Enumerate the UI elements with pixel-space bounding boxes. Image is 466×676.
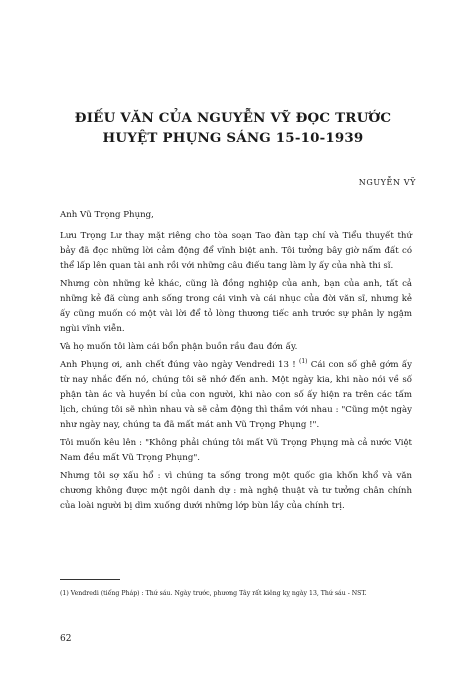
body-text xyxy=(60,208,412,517)
paragraph-4-start: Anh Phụng ơi, anh chết đúng vào ngày Vendredi 13 ! xyxy=(60,360,296,370)
author-name: NGUYỄN VỸ xyxy=(358,178,416,187)
paragraph-4-rest: Cái con số ghê gớm ấy từ nay nhắc đến nó, chúng tôi sẽ nhớ đến anh. Một ngày kia, khi nào nói về số phận tàn ác và huyền bí của con người, khi nào con số ấy hiện ra trên các tấm lịch, chúng tôi sẽ nhìn nhau và sẽ cảm động thì thầm với nhau : "Cũng một ngày như ngày nay, chúng ta đã mất mát anh Vũ Trọng Phụng !". xyxy=(60,360,412,430)
footnote-divider xyxy=(60,579,120,580)
salutation: Anh Vũ Trọng Phụng, xyxy=(60,210,154,220)
title-line-2: HUYỆT PHỤNG SÁNG 15-10-1939 xyxy=(102,130,364,146)
paragraph-4 xyxy=(60,358,412,433)
footnote-marker: (1) xyxy=(299,358,308,366)
paragraph-6: Nhưng tôi sợ xấu hổ : vì chúng ta sống trong một quốc gia khốn khổ và văn chương không được một ngôi danh dự : mà nghệ thuật và tư tưởng chân chính của loài người bị dìm xuống dưới những lớp bùn lầy của chính trị. xyxy=(60,471,412,511)
footnote: (1) Vendredi (tiếng Pháp) : Thứ sáu. Ngày trước, phương Tây rất kiêng kỵ ngày 13, Thứ sáu - NST. xyxy=(60,590,367,597)
page-number: 62 xyxy=(60,634,72,644)
paragraph-5: Tôi muốn kêu lên : "Không phải chúng tôi mất Vũ Trọng Phụng mà cả nước Việt Nam đều mất Vũ Trọng Phụng". xyxy=(60,438,412,463)
paragraph-1: Lưu Trọng Lư thay mặt riêng cho tòa soạn Tao đàn tạp chí và Tiểu thuyết thứ bảy đã đọc những lời cảm động để vĩnh biệt anh. Tôi tưởng bây giờ nấm đất có thể lấp lên quan tài anh rồi với những câu điếu tang làm ly ấy của nhà thi sĩ. xyxy=(60,231,412,271)
paragraph-3: Và họ muốn tôi làm cái bổn phận buồn rầu đau đớn ấy. xyxy=(60,342,298,352)
page-title xyxy=(40,108,426,148)
paragraph-2: Nhưng còn những kẻ khác, cũng là đồng nghiệp của anh, bạn của anh, tất cả những kẻ đã cùng anh sống trong cái vinh và cái nhục của đời văn sĩ, nhưng kẻ ấy cũng muốn có một vài lời để tỏ lòng thương tiếc anh trước sự phân ly ngậm ngùi vĩnh viễn. xyxy=(60,279,412,334)
title-line-1: ĐIẾU VĂN CỦA NGUYỄN VỸ ĐỌC TRƯỚC xyxy=(74,110,392,126)
